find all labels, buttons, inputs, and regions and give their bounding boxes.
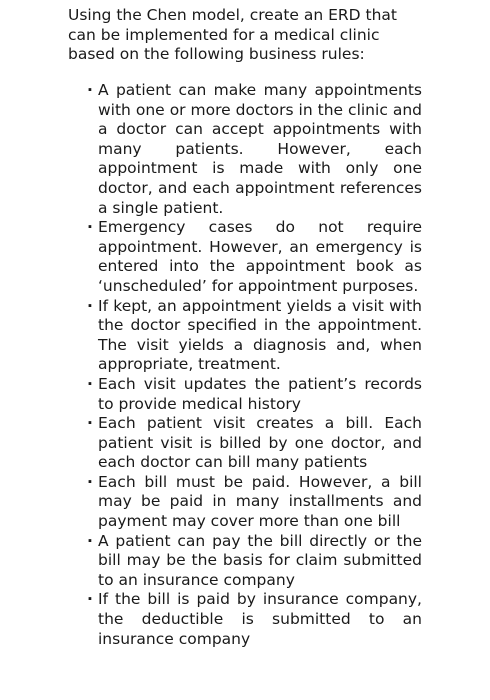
business-rule-item [84,375,422,414]
business-rule-text: If the bill is paid by insurance company, the deductible is submitted to an insurance company [98,590,422,648]
business-rule-item [84,218,422,296]
business-rules-list [84,81,422,649]
business-rule-text: If kept, an appointment yields a visit with the doctor specified in the appointment. The visit yields a diagnosis and, when appropriate, treatment. [98,296,422,374]
bullet-icon: · [87,531,93,550]
question-intro: Using the Chen model, create an ERD that can be implemented for a medical clinic based on the following business rules: [68,6,398,64]
business-rule-item [84,532,422,591]
bullet-icon: · [87,472,93,491]
bullet-icon: · [87,81,93,99]
business-rule-text: Each visit updates the patient’s records to provide medical history [98,374,422,413]
bullet-icon: · [87,590,93,609]
bullet-icon: · [87,296,93,315]
business-rule-item [84,414,422,473]
business-rule-text: A patient can make many appointments with one or more doctors in the clinic and a doctor can accept appointments with many patients. However, each appointment is made with only one doctor, and each appointment references a single patient. [98,81,422,217]
business-rule-item [84,590,422,649]
business-rule-item [84,473,422,532]
business-rule-text: A patient can pay the bill directly or the bill may be the basis for claim submitted to an insurance company [98,531,422,589]
business-rule-text: Emergency cases do not require appointment. However, an emergency is entered into the appointment book as ‘unscheduled’ for appointment purposes. [98,218,422,295]
business-rule-item [84,81,422,218]
business-rule-item [84,297,422,375]
bullet-icon: · [87,374,93,393]
bullet-icon: · [87,218,93,237]
bullet-icon: · [87,414,93,433]
business-rule-text: Each bill must be paid. However, a bill may be paid in many installments and payment may cover more than one bill [98,472,422,531]
business-rule-text: Each patient visit creates a bill. Each patient visit is billed by one doctor, and each doctor can bill many patients [98,414,422,472]
